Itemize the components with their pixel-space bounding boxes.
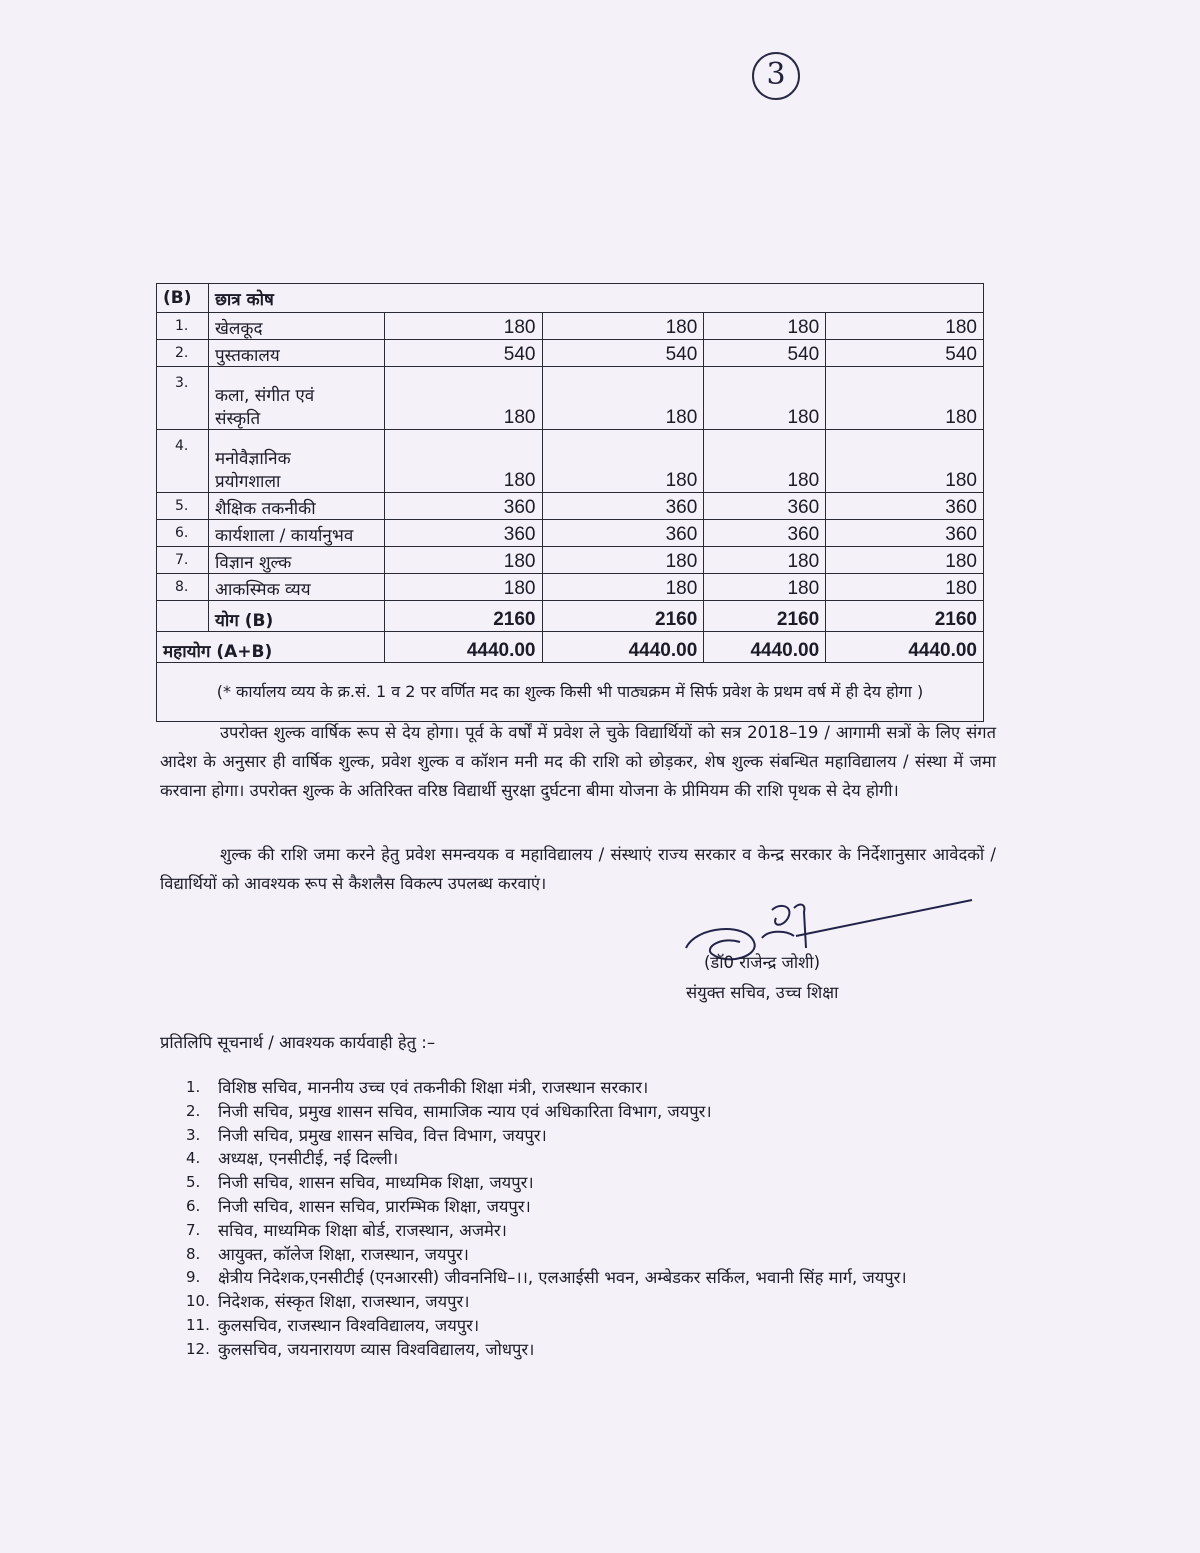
row-value: 180 [704,313,826,340]
row-sno: 4. [157,430,209,493]
row-value: 360 [826,520,984,547]
list-item-text: विशिष्ठ सचिव, माननीय उच्च एवं तकनीकी शिक्षा मंत्री, राजस्थान सरकार। [218,1078,649,1097]
list-item-number: 5. [186,1173,201,1192]
signatory-name: (डॉ0 राजेन्द्र जोशी) [704,953,821,972]
row-head [208,430,384,493]
list-item-number: 12. [186,1339,210,1358]
list-item [186,1100,1006,1124]
list-item [186,1243,1006,1267]
grand-total-value: 4440.00 [542,632,704,663]
row-head-line1: मनोवैज्ञानिक [214,449,291,469]
list-item [186,1266,1006,1290]
row-value: 180 [704,574,826,601]
row-value: 360 [384,520,542,547]
row-value: 180 [542,430,704,493]
list-item [186,1219,1006,1243]
row-value: 180 [384,547,542,574]
subtotal-value: 2160 [384,601,542,632]
table-row [157,520,984,547]
row-sno: 7. [157,547,209,574]
row-value: 180 [384,367,542,430]
row-value: 180 [384,430,542,493]
list-item-number: 11. [186,1315,210,1334]
row-value: 540 [542,340,704,367]
list-item-number: 7. [186,1220,201,1239]
row-head-line1: कला, संगीत एवं [214,386,315,406]
table-row [157,367,984,430]
row-value: 180 [542,367,704,430]
list-item-text: निजी सचिव, शासन सचिव, प्रारम्भिक शिक्षा, जयपुर। [218,1196,531,1216]
subtotal-value: 2160 [542,601,704,632]
table-row [157,340,984,367]
subtotal-blank [157,601,209,632]
list-item-number: 8. [186,1244,201,1263]
list-item-text: अध्यक्ष, एनसीटीई, नई दिल्ली। [218,1149,399,1169]
list-item [186,1076,1006,1100]
subtotal-value: 2160 [826,601,984,632]
body-paragraph-2: शुल्क की राशि जमा करने हेतु प्रवेश समन्वयक व महाविद्यालय / संस्थाएं राज्य सरकार व केन्द्र सरकार के निर्देशानुसार आवेदकों / विद्यार्थियों को आवश्यक रूप से कैशलैस विकल्प उपलब्ध करवाएं। [160,845,996,893]
row-value: 180 [826,547,984,574]
signatory-designation: संयुक्त सचिव, उच्च शिक्षा [686,983,839,1002]
row-value: 360 [542,520,704,547]
list-item [186,1338,1006,1362]
list-item-text: निजी सचिव, शासन सचिव, माध्यमिक शिक्षा, जयपुर। [218,1173,534,1193]
row-value: 360 [384,493,542,520]
table-row [157,547,984,574]
body-paragraph-1: उपरोक्त शुल्क वार्षिक रूप से देय होगा। पूर्व के वर्षों में प्रवेश ले चुके विद्यार्थियों को सत्र 2018–19 / आगामी सत्रों के लिए संगत आदेश के अनुसार ही वार्षिक शुल्क, प्रवेश शुल्क व कॉशन मनी मद की राशि को छोड़कर, शेष शुल्क संबन्धित महाविद्यालय / संस्था में जमा करवाना होगा। उपरोक्त शुल्क के अतिरिक्त वरिष्ठ विद्यार्थी सुरक्षा दुर्घटना बीमा योजना के प्रीमियम की राशि पृथक से देय होगी। [160,723,996,800]
list-item-text: कुलसचिव, जयनारायण व्यास विश्वविद्यालय, जोधपुर। [218,1339,535,1359]
row-value: 540 [704,340,826,367]
page-number: 3 [752,52,800,100]
row-head-line2: संस्कृति [214,409,261,429]
row-value: 360 [826,493,984,520]
section-title: छात्र कोष [208,284,983,313]
row-value: 180 [704,547,826,574]
row-value: 180 [542,547,704,574]
subtotal-value: 2160 [704,601,826,632]
fee-table-body [157,284,984,722]
list-item-number: 9. [186,1268,201,1287]
list-item-text: निजी सचिव, प्रमुख शासन सचिव, सामाजिक न्याय एवं अधिकारिता विभाग, जयपुर। [218,1101,712,1121]
grand-total-value: 4440.00 [384,632,542,663]
section-header-row [157,284,984,313]
list-item-text: निदेशक, संस्कृत शिक्षा, राजस्थान, जयपुर। [218,1292,470,1312]
row-sno: 5. [157,493,209,520]
row-sno: 8. [157,574,209,601]
list-item [186,1124,1006,1148]
table-note-row [157,663,984,722]
row-value: 180 [704,367,826,430]
row-value: 180 [542,574,704,601]
row-value: 360 [542,493,704,520]
table-row [157,493,984,520]
row-value: 180 [542,313,704,340]
row-value: 360 [704,520,826,547]
row-sno: 1. [157,313,209,340]
row-head: आकस्मिक व्यय [208,574,384,601]
row-value: 180 [826,574,984,601]
list-item-number: 2. [186,1101,201,1120]
row-head: शैक्षिक तकनीकी [208,493,384,520]
list-item-text: कुलसचिव, राजस्थान विश्वविद्यालय, जयपुर। [218,1315,480,1335]
list-item-text: क्षेत्रीय निदेशक,एनसीटीई (एनआरसी) जीवननिधि–।।, एलआईसी भवन, अम्बेडकर सर्किल, भवानी सिंह मार्ग, जयपुर। [218,1268,907,1288]
row-head: विज्ञान शुल्क [208,547,384,574]
section-label: (B) [157,284,209,313]
table-row [157,574,984,601]
subtotal-row [157,601,984,632]
row-sno: 6. [157,520,209,547]
row-value: 180 [704,430,826,493]
copy-to-heading: प्रतिलिपि सूचनार्थ / आवश्यक कार्यवाही हेतु :– [160,1033,436,1052]
row-value: 180 [826,430,984,493]
list-item [186,1147,1006,1171]
list-item-number: 1. [186,1078,201,1096]
row-head: खेलकूद [208,313,384,340]
list-item-number: 6. [186,1196,201,1215]
table-row [157,430,984,493]
list-item [186,1195,1006,1219]
row-sno: 3. [157,367,209,430]
list-item-text: सचिव, माध्यमिक शिक्षा बोर्ड, राजस्थान, अजमेर। [218,1220,507,1240]
row-value: 180 [384,313,542,340]
table-row [157,313,984,340]
fee-table [156,283,984,722]
list-item-number: 10. [186,1292,210,1311]
list-item [186,1171,1006,1195]
row-head [208,367,384,430]
grand-total-value: 4440.00 [826,632,984,663]
copy-to-list [186,1076,1006,1362]
table-note: (* कार्यालय व्यय के क्र.सं. 1 व 2 पर वर्णित मद का शुल्क किसी भी पाठ्यक्रम में सिर्फ प्रवेश के प्रथम वर्ष में ही देय होगा ) [157,663,984,722]
subtotal-label: योग (B) [208,601,384,632]
row-value: 540 [384,340,542,367]
row-value: 180 [826,313,984,340]
list-item-number: 4. [186,1149,201,1168]
list-item [186,1290,1006,1314]
row-value: 360 [704,493,826,520]
row-head: कार्यशाला / कार्यानुभव [208,520,384,547]
row-value: 180 [384,574,542,601]
grand-total-value: 4440.00 [704,632,826,663]
list-item-number: 3. [186,1125,201,1144]
row-head: पुस्तकालय [208,340,384,367]
list-item [186,1314,1006,1338]
row-value: 180 [826,367,984,430]
list-item-text: निजी सचिव, प्रमुख शासन सचिव, वित्त विभाग, जयपुर। [218,1125,547,1145]
list-item-text: आयुक्त, कॉलेज शिक्षा, राजस्थान, जयपुर। [218,1244,469,1264]
row-head-line2: प्रयोगशाला [214,472,281,492]
row-sno: 2. [157,340,209,367]
grand-total-row [157,632,984,663]
grand-total-label: महायोग (A+B) [157,632,385,663]
row-value: 540 [826,340,984,367]
